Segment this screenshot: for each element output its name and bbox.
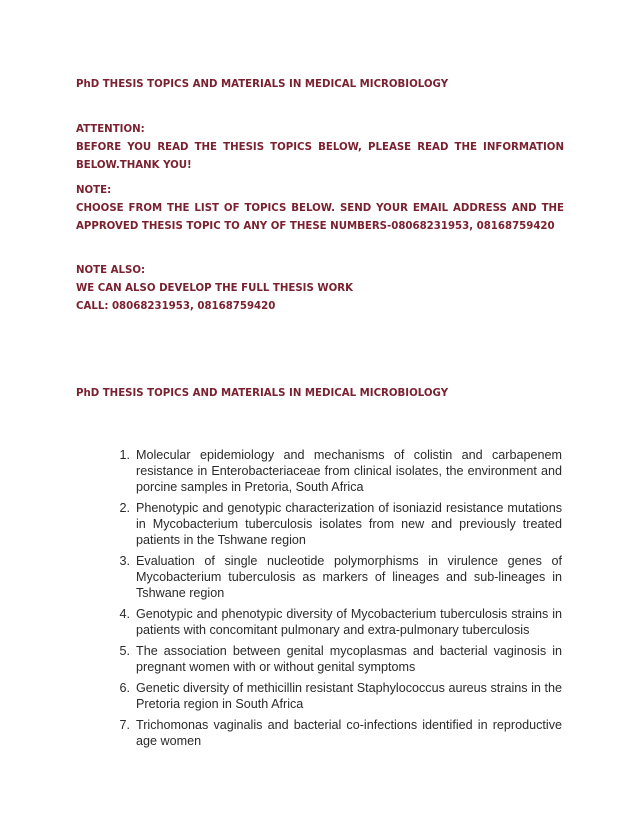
list-item-text: Molecular epidemiology and mechanisms of colistin and carbapenem resistance in Enterobacteriaceae from clinical isolates, the environment and porcine samples in Pretoria, South Africa bbox=[136, 448, 562, 494]
attention-line-1: BEFORE YOU READ THE THESIS TOPICS BELOW, PLEASE READ THE INFORMATION bbox=[76, 142, 564, 153]
list-item-text: Phenotypic and genotypic characterization of isoniazid resistance mutations in Mycobacterium tuberculosis isolates from new and previously treated patients in the Tshwane region bbox=[136, 501, 562, 547]
list-item bbox=[110, 447, 562, 495]
note-also-line-1: WE CAN ALSO DEVELOP THE FULL THESIS WORK bbox=[76, 283, 353, 294]
list-item bbox=[110, 606, 562, 638]
list-item bbox=[110, 717, 562, 749]
note-label: NOTE: bbox=[76, 185, 112, 196]
list-item bbox=[110, 553, 562, 601]
list-item-number: 4. bbox=[119, 607, 130, 621]
note-line-2: APPROVED THESIS TOPIC TO ANY OF THESE NUMBERS-08068231953, 08168759420 bbox=[76, 221, 555, 232]
list-item bbox=[110, 680, 562, 712]
thesis-topic-list bbox=[110, 447, 562, 754]
note-also-label: NOTE ALSO: bbox=[76, 265, 146, 276]
note-block bbox=[76, 182, 564, 236]
list-item-number: 2. bbox=[119, 501, 130, 515]
list-item-number: 1. bbox=[119, 448, 130, 462]
list-item-text: The association between genital mycoplasmas and bacterial vaginosis in pregnant women with or without genital symptoms bbox=[136, 644, 562, 674]
note-line-1: CHOOSE FROM THE LIST OF TOPICS BELOW. SEND YOUR EMAIL ADDRESS AND THE bbox=[76, 203, 564, 214]
section-title-text: PhD THESIS TOPICS AND MATERIALS IN MEDICAL MICROBIOLOGY bbox=[76, 388, 449, 399]
document-title-text: PhD THESIS TOPICS AND MATERIALS IN MEDICAL MICROBIOLOGY bbox=[76, 79, 449, 90]
list-item-number: 6. bbox=[119, 681, 130, 695]
list-item bbox=[110, 643, 562, 675]
list-item bbox=[110, 500, 562, 548]
list-item-number: 5. bbox=[119, 644, 130, 658]
list-item-number: 3. bbox=[119, 554, 130, 568]
section-title bbox=[76, 385, 564, 403]
note-also-block bbox=[76, 262, 564, 316]
list-item-text: Genotypic and phenotypic diversity of Mycobacterium tuberculosis strains in patients with concomitant pulmonary and extra-pulmonary tuberculosis bbox=[136, 607, 562, 637]
list-item-number: 7. bbox=[119, 718, 130, 732]
note-also-line-2: CALL: 08068231953, 08168759420 bbox=[76, 301, 276, 312]
document-title bbox=[76, 76, 564, 94]
attention-block bbox=[76, 121, 564, 175]
attention-label: ATTENTION: bbox=[76, 124, 145, 135]
list-item-text: Trichomonas vaginalis and bacterial co-infections identified in reproductive age women bbox=[136, 718, 562, 748]
attention-line-2: BELOW.THANK YOU! bbox=[76, 160, 192, 171]
list-item-text: Genetic diversity of methicillin resistant Staphylococcus aureus strains in the Pretoria region in South Africa bbox=[136, 681, 562, 711]
list-item-text: Evaluation of single nucleotide polymorphisms in virulence genes of Mycobacterium tuberculosis as markers of lineages and sub-lineages in Tshwane region bbox=[136, 554, 562, 600]
